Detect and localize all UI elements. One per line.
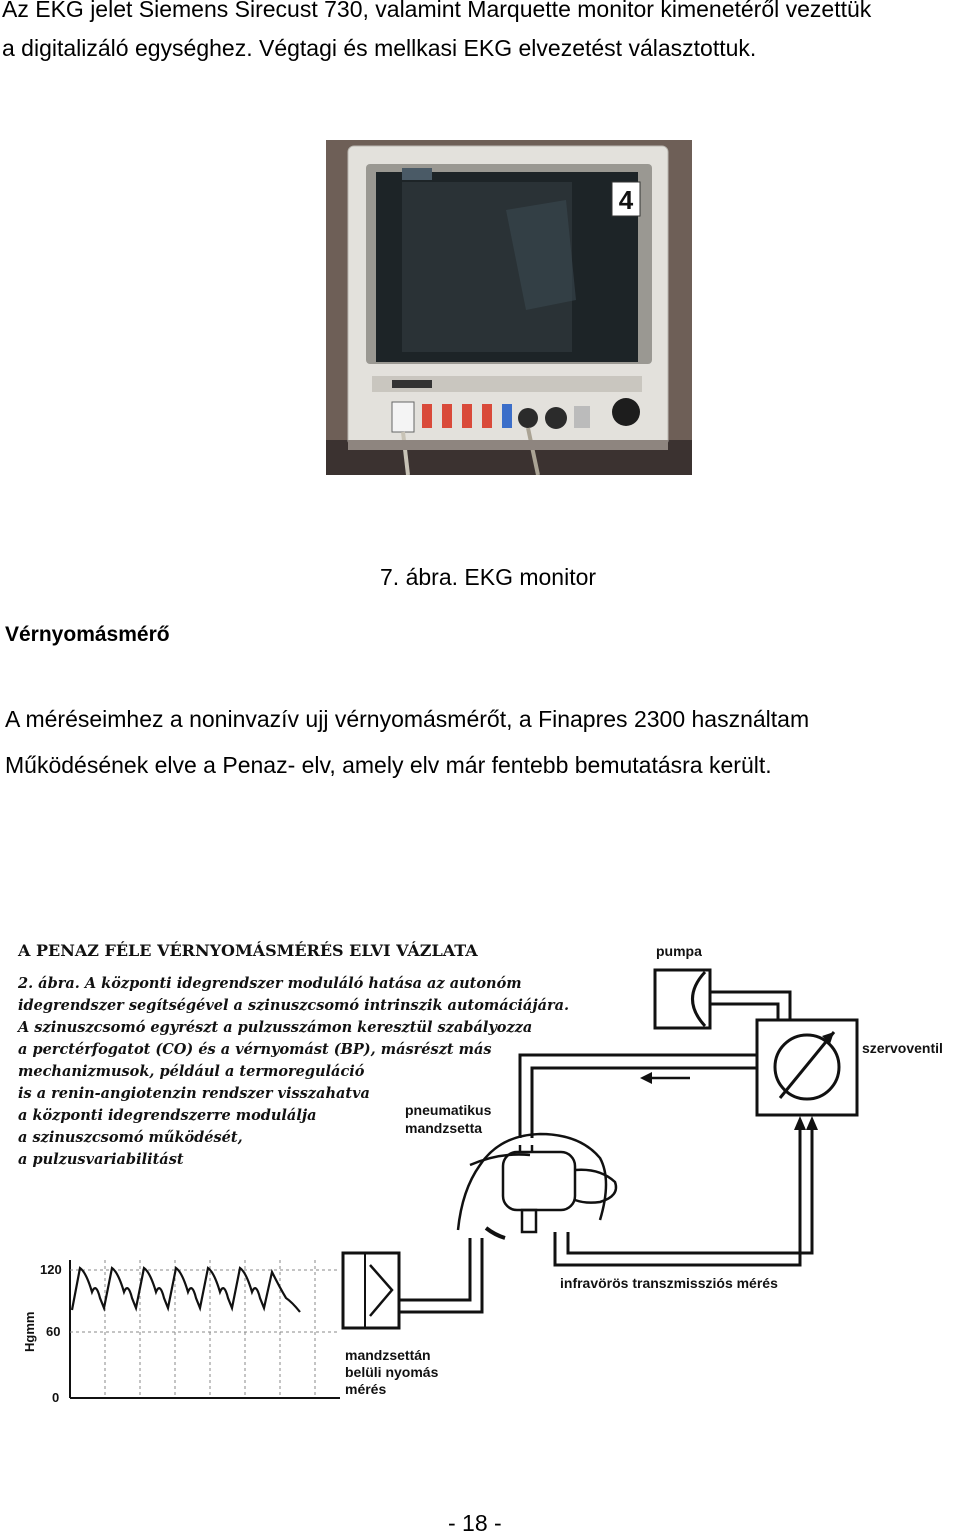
cuff-label-line-2: mandzsetta <box>405 1120 483 1136</box>
tick-60: 60 <box>46 1324 61 1339</box>
monitor-number-label: 4 <box>618 185 634 215</box>
diagram-note-line-2: idegrendszer segítségével a szinuszcsomó intrinszik automáciájára. <box>18 997 570 1014</box>
diagram-note-line-4: a perctérfogatot (CO) és a vérnyomást (BP), másrészt más <box>18 1041 492 1058</box>
diagram-note-line-6: is a renin-angiotenzin rendszer visszahatva <box>18 1085 370 1102</box>
infrared-label: infravörös transzmissziós mérés <box>560 1275 778 1291</box>
pressure-waveform-plot <box>22 1260 340 1405</box>
section-heading: Vérnyomásmérő <box>5 623 170 646</box>
pressure-waveform-line <box>72 1268 300 1312</box>
tick-0: 0 <box>52 1390 60 1405</box>
intro-line-1: Az EKG jelet Siemens Sirecust 730, valamint Marquette monitor kimenetéről vezettük <box>2 0 872 22</box>
finger-cuff-drawing <box>458 1134 616 1238</box>
pump-label: pumpa <box>656 943 702 959</box>
diagram-note-line-7: a központi idegrendszerre modulálja <box>18 1107 317 1124</box>
pressure-label-line-3: mérés <box>345 1381 387 1397</box>
cuff-label-line-1: pneumatikus <box>405 1102 492 1118</box>
diagram-note-line-5: mechanizmusok, például a termoreguláció <box>18 1063 365 1080</box>
tick-120: 120 <box>40 1262 62 1277</box>
diagram-note <box>16 975 569 1168</box>
pump-box <box>655 970 710 1028</box>
ekg-monitor-photo <box>326 140 692 475</box>
pressure-label-line-2: belüli nyomás <box>345 1364 439 1380</box>
section-para-line-2: Működésének elve a Penaz- elv, amely elv már fentebb bemutatásra került. <box>5 752 772 778</box>
page-number: - 18 - <box>448 1510 502 1536</box>
figure-caption: 7. ábra. EKG monitor <box>380 564 597 590</box>
diagram-note-line-9: a pulzusvariabilitást <box>18 1151 184 1168</box>
diagram-note-line-3: A szinuszcsomó egyrészt a pulzusszámon keresztül szabályozza <box>18 1019 533 1036</box>
section-para-line-1: A méréseimhez a noninvazív ujj vérnyomásmérőt, a Finapres 2300 használtam <box>5 706 810 732</box>
penaz-diagram <box>0 920 960 1420</box>
pressure-label-line-1: mandzsettán <box>345 1347 431 1363</box>
diagram-note-line-1: 2. ábra. A központi idegrendszer moduláló hatása az autonóm <box>18 975 522 992</box>
servo-label: szervoventil <box>862 1040 943 1056</box>
intro-line-2: a digitalizáló egységhez. Végtagi és mellkasi EKG elvezetést választottuk. <box>2 35 757 61</box>
axis-unit-label: Hgmm <box>22 1311 37 1352</box>
diagram-note-line-8: a szinuszcsomó működését, <box>18 1129 243 1146</box>
diagram-title: A PENAZ FÉLE VÉRNYOMÁSMÉRÉS ELVI VÁZLATA <box>18 941 478 960</box>
